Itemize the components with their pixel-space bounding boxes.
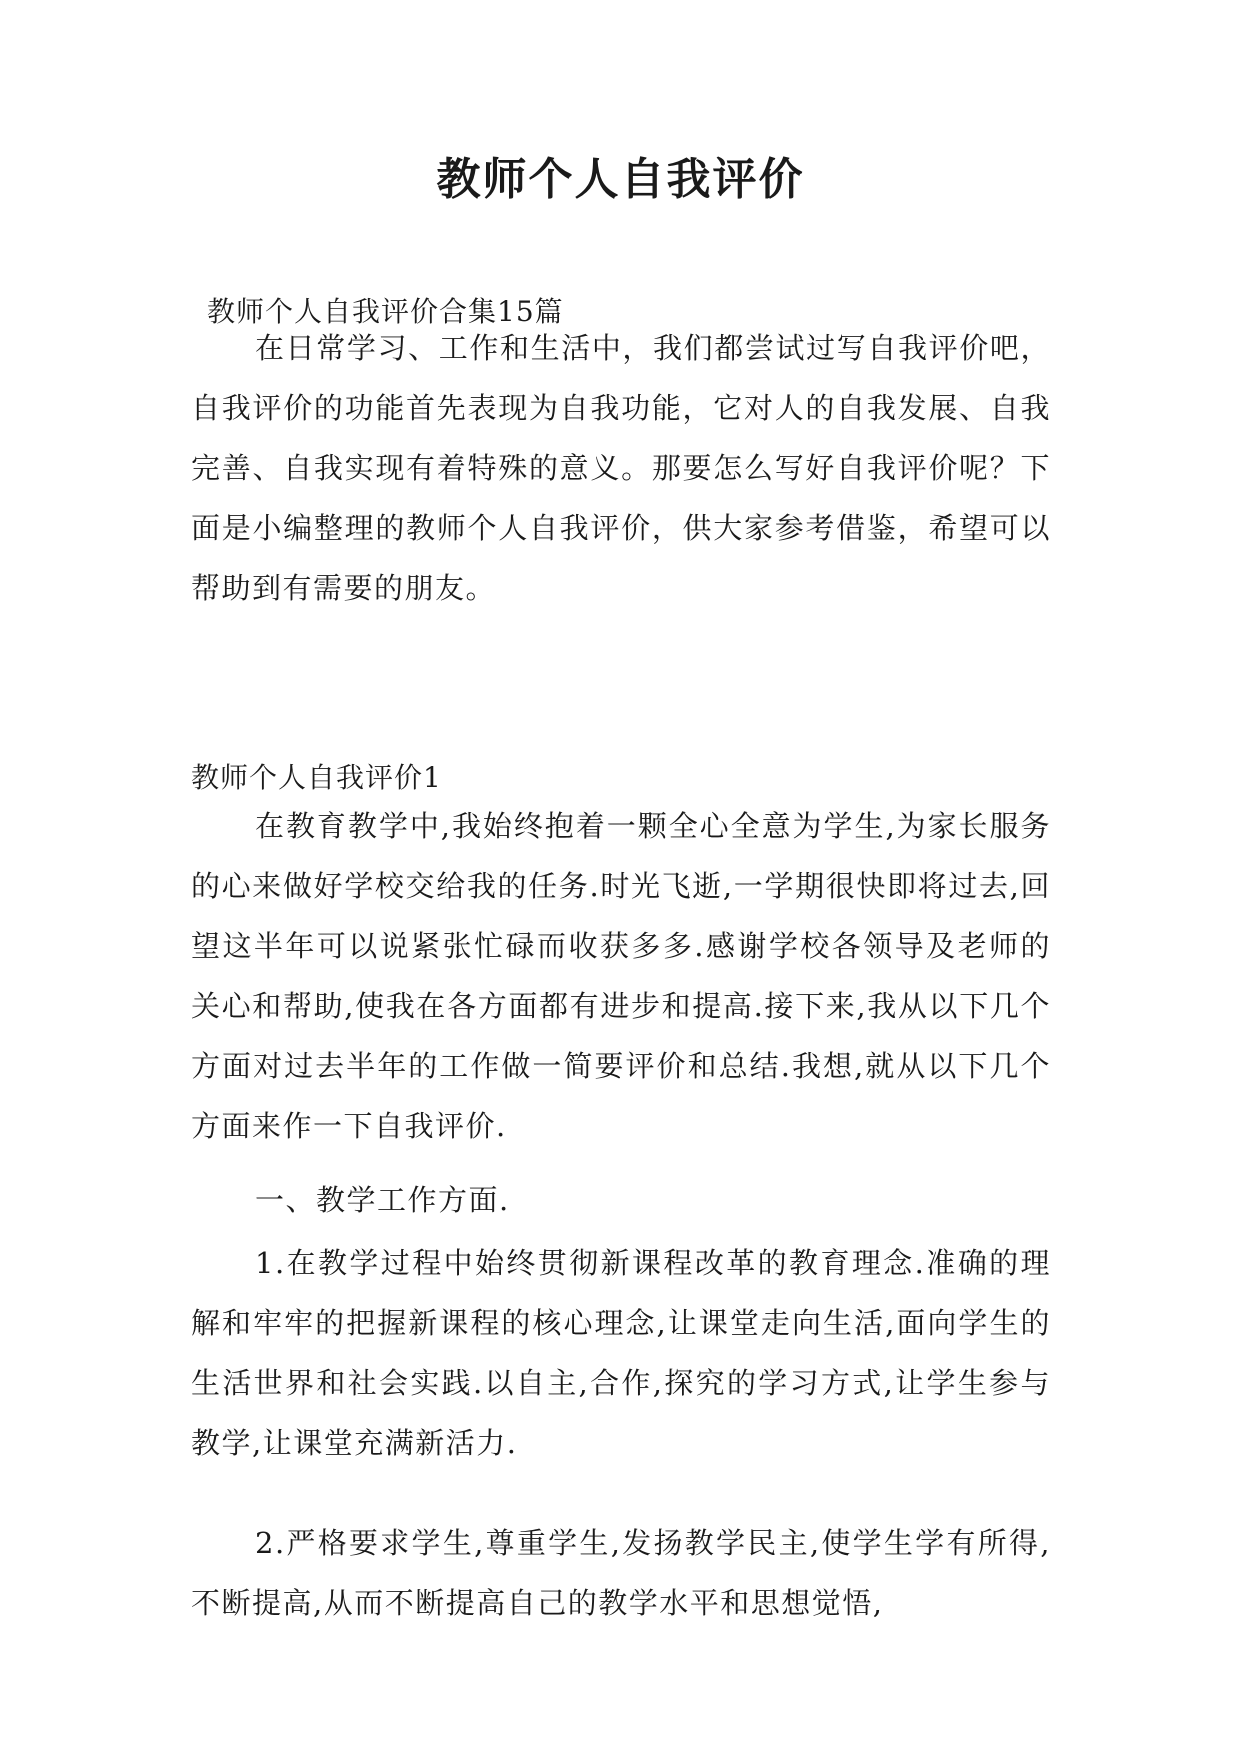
section-heading: 教师个人自我评价1 xyxy=(191,761,442,794)
section-paragraph-3: 1.在教学过程中始终贯彻新课程改革的教育理念.准确的理解和牢牢的把握新课程的核心理念,让课堂走向生活,面向学生的生活世界和社会实践.以自主,合作,探究的学习方式,让学生参与教学,让课堂充满新活力. xyxy=(191,1246,1051,1460)
document-subtitle: 教师个人自我评价合集15篇 xyxy=(207,295,564,328)
section-paragraph-1: 在教育教学中,我始终抱着一颗全心全意为学生,为家长服务的心来做好学校交给我的任务.时光飞逝,一学期很快即将过去,回望这半年可以说紧张忙碌而收获多多.感谢学校各领导及老师的关心和帮助,使我在各方面都有进步和提高.接下来,我从以下几个方面对过去半年的工作做一简要评价和总结.我想,就从以下几个方面来作一下自我评价. xyxy=(191,809,1051,1143)
document-title: 教师个人自我评价 xyxy=(436,154,805,205)
section-paragraph-2: 一、教学工作方面. xyxy=(255,1183,510,1217)
intro-paragraph: 在日常学习、工作和生活中，我们都尝试过写自我评价吧，自我评价的功能首先表现为自我功能，它对人的自我发展、自我完善、自我实现有着特殊的意义。那要怎么写好自我评价呢？下面是小编整理的教师个人自我评价，供大家参考借鉴，希望可以帮助到有需要的朋友。 xyxy=(191,331,1051,605)
section-paragraph-4: 2.严格要求学生,尊重学生,发扬教学民主,使学生学有所得,不断提高,从而不断提高自己的教学水平和思想觉悟, xyxy=(191,1526,1051,1620)
